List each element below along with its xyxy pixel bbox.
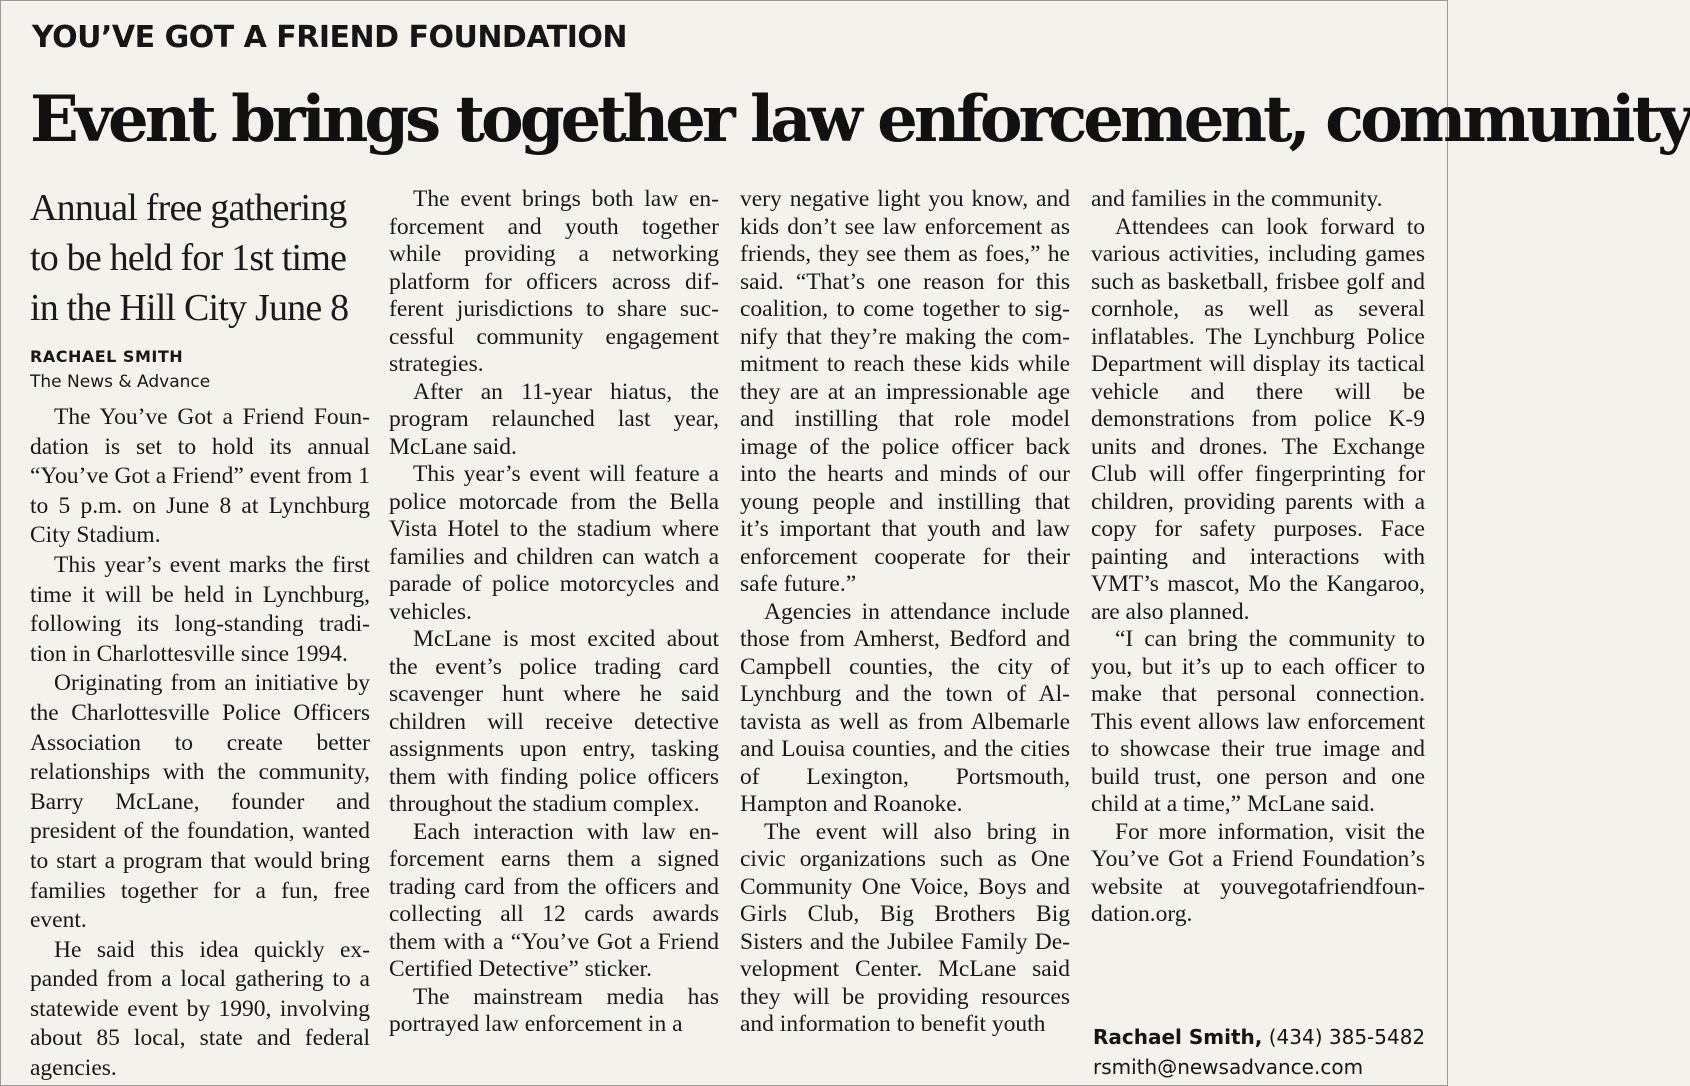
signature-email: rsmith@newsadvance.com bbox=[1093, 1055, 1364, 1079]
paragraph: The mainstream media has portrayed law enforcement in a bbox=[389, 983, 719, 1037]
paragraph: The You’ve Got a Friend Foundation is set to hold its annual “You’ve Got a Friend” event from 1 to 5 p.m. on June 8 at Lynchburg City Stadium. bbox=[30, 404, 370, 549]
column-2 bbox=[389, 186, 719, 1039]
byline-organization: The News & Advance bbox=[30, 372, 211, 392]
paragraph: McLane is most excited about the event’s police trading card scavenger hunt where he said children will receive detective assignments upon entry, tasking them with finding police officers throughout the stadium complex. bbox=[389, 626, 719, 817]
paragraph: He said this idea quickly expanded from a local gathering to a statewide event by 1990, involving about 85 local, state and federal agencies. bbox=[30, 936, 370, 1082]
column-4 bbox=[1091, 186, 1425, 929]
paragraph: and families in the community. bbox=[1091, 186, 1383, 212]
paragraph: This year’s event marks the first time it will be held in Lynchburg, following its long-standing tradition in Charlottesville since 1994. bbox=[30, 551, 370, 667]
paragraph: The event will also bring in civic organizations such as One Community One Voice, Boys and Girls Club, Big Brothers Big Sisters and the Jubilee Family Development Center. McLane said they will be providing resources and information to benefit youth bbox=[740, 818, 1070, 1037]
author-signature bbox=[1093, 1022, 1433, 1082]
byline-name: RACHAEL SMITH bbox=[30, 347, 184, 366]
paragraph: For more information, visit the You’ve Got a Friend Foundation’s website at youvegotafriendfoundation.org. bbox=[1091, 818, 1425, 927]
paragraph: Each interaction with law enforcement earns them a signed trading card from the officers and collecting all 12 cards awards them with a “You’ve Got a Friend Certified Detective” sticker. bbox=[389, 818, 719, 982]
paragraph: very negative light you know, and kids don’t see law enforcement as friends, they see them as foes,” he said. “That’s one reason for this coalition, to come together to signify that they’re making the commitment to reach these kids while they are at an impressionable age and instilling that role model image of the police officer back into the hearts and minds of our young people and instilling that it’s important that youth and law enforcement cooperate for their safe future.” bbox=[740, 186, 1070, 597]
deck-subheadline: Annual free gathering to be held for 1st time in the Hill City June 8 bbox=[30, 187, 349, 329]
paragraph: Originating from an initiative by the Charlottesville Police Officers Association to create better relationships with the community, Barry McLane, founder and president of the foundation, wanted to start a program that would bring families together for a fun, free event. bbox=[30, 670, 370, 934]
signature-line bbox=[1093, 1022, 1433, 1052]
paragraph: “I can bring the community to you, but it’s up to each officer to make that personal connection. This event allows law enforcement to showcase their true image and build trust, one person and one child at a time,” McLane said. bbox=[1091, 626, 1425, 817]
section-kicker: YOU’VE GOT A FRIEND FOUNDATION bbox=[32, 20, 627, 55]
paragraph: After an 11-year hiatus, the program relaunched last year, McLane said. bbox=[389, 378, 719, 460]
signature-phone: (434) 385-5482 bbox=[1268, 1025, 1426, 1049]
column-3 bbox=[740, 186, 1070, 1039]
paragraph: Attendees can look forward to various activities, including games such as basketball, frisbee golf and cornhole, as well as several inflatables. The Lynchburg Police Department will display its tactical vehicle and there will be demonstrations from police K-9 units and drones. The Exchange Club will offer fingerprinting for children, providing parents with a copy for safety purposes. Face painting and interactions with VMT’s mascot, Mo the Kangaroo, are also planned. bbox=[1091, 213, 1425, 625]
paragraph: The event brings both law enforcement and youth together while providing a networking platform for officers across different jurisdictions to share successful community engagement strategies. bbox=[389, 186, 719, 377]
column-1 bbox=[30, 183, 370, 1084]
paragraph: This year’s event will feature a police motorcade from the Bella Vista Hotel to the stadium where families and children can watch a parade of police motorcycles and vehicles. bbox=[389, 461, 719, 625]
paragraph: Agencies in attendance include those from Amherst, Bedford and Campbell counties, the city of Lynchburg and the town of Altavista as well as from Albemarle and Louisa counties, and the cities of Lexington, Portsmouth, Hampton and Roanoke. bbox=[740, 598, 1070, 817]
headline: Event brings together law enforcement, community bbox=[30, 82, 1690, 157]
signature-name: Rachael Smith, bbox=[1093, 1025, 1263, 1049]
